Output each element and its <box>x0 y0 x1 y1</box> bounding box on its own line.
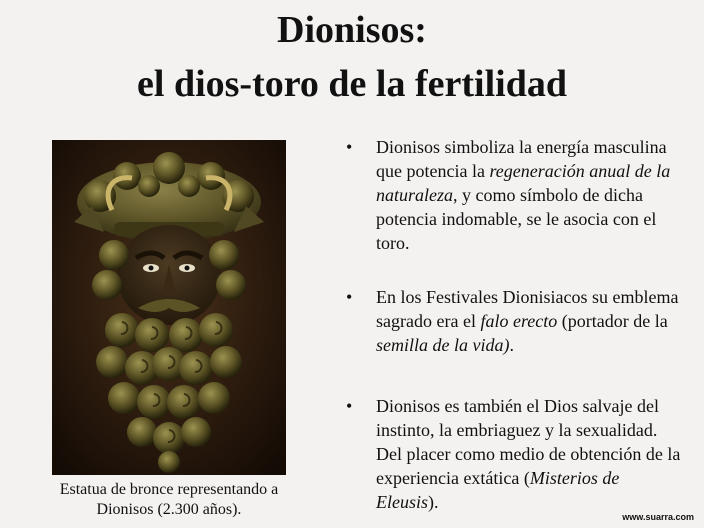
bullet-text <box>376 287 678 355</box>
bullet-text-part: (portador de la <box>557 311 668 331</box>
bullet-dot: • <box>346 287 353 307</box>
bullet-item-energia <box>344 135 684 255</box>
bullet-text <box>376 137 670 253</box>
bullet-text-part: . <box>509 335 514 355</box>
bullet-item-dios-salvaje <box>344 394 684 514</box>
bullet-dot: • <box>346 396 353 416</box>
bullet-text-italic: semilla de la vida) <box>376 335 510 355</box>
slide-title-line-1: Dionisos: <box>277 9 427 51</box>
bullet-text-part: Dionisos es también el Dios salvaje del instinto, la embriaguez y la sexualidad. Del placer como medio de obtención de la experiencia extática ( <box>376 396 681 488</box>
bronze-mask-illustration <box>52 140 286 475</box>
image-caption-line-2: Dionisos (2.300 años). <box>96 501 242 518</box>
bullet-text-part: , y como símbolo de dicha potencia indomable, se le asocia con el toro. <box>376 185 657 253</box>
bullet-text-part: En los Festivales Dionisiacos su emblema sagrado era el <box>376 287 679 331</box>
slide-title-line-2: el dios-toro de la fertilidad <box>137 63 567 105</box>
dionysus-bronze-mask-photo <box>52 140 286 475</box>
image-caption <box>30 480 308 520</box>
bullet-text-part: Dionisos simboliza la energía masculina que potencia la <box>376 137 667 181</box>
bullet-item-festivales <box>344 285 684 357</box>
bullet-text-italic: regeneración anual de la naturaleza <box>376 161 671 205</box>
bullet-dot: • <box>346 137 353 157</box>
image-caption-line-1: Estatua de bronce representando a <box>59 481 279 498</box>
site-watermark: www.suarra.com <box>622 512 694 522</box>
bullet-text-part: ). <box>428 492 439 512</box>
bullet-text-italic: Misterios de Eleusis <box>376 468 620 512</box>
bullet-text <box>376 396 680 512</box>
bullet-text-italic: falo erecto <box>480 311 558 331</box>
